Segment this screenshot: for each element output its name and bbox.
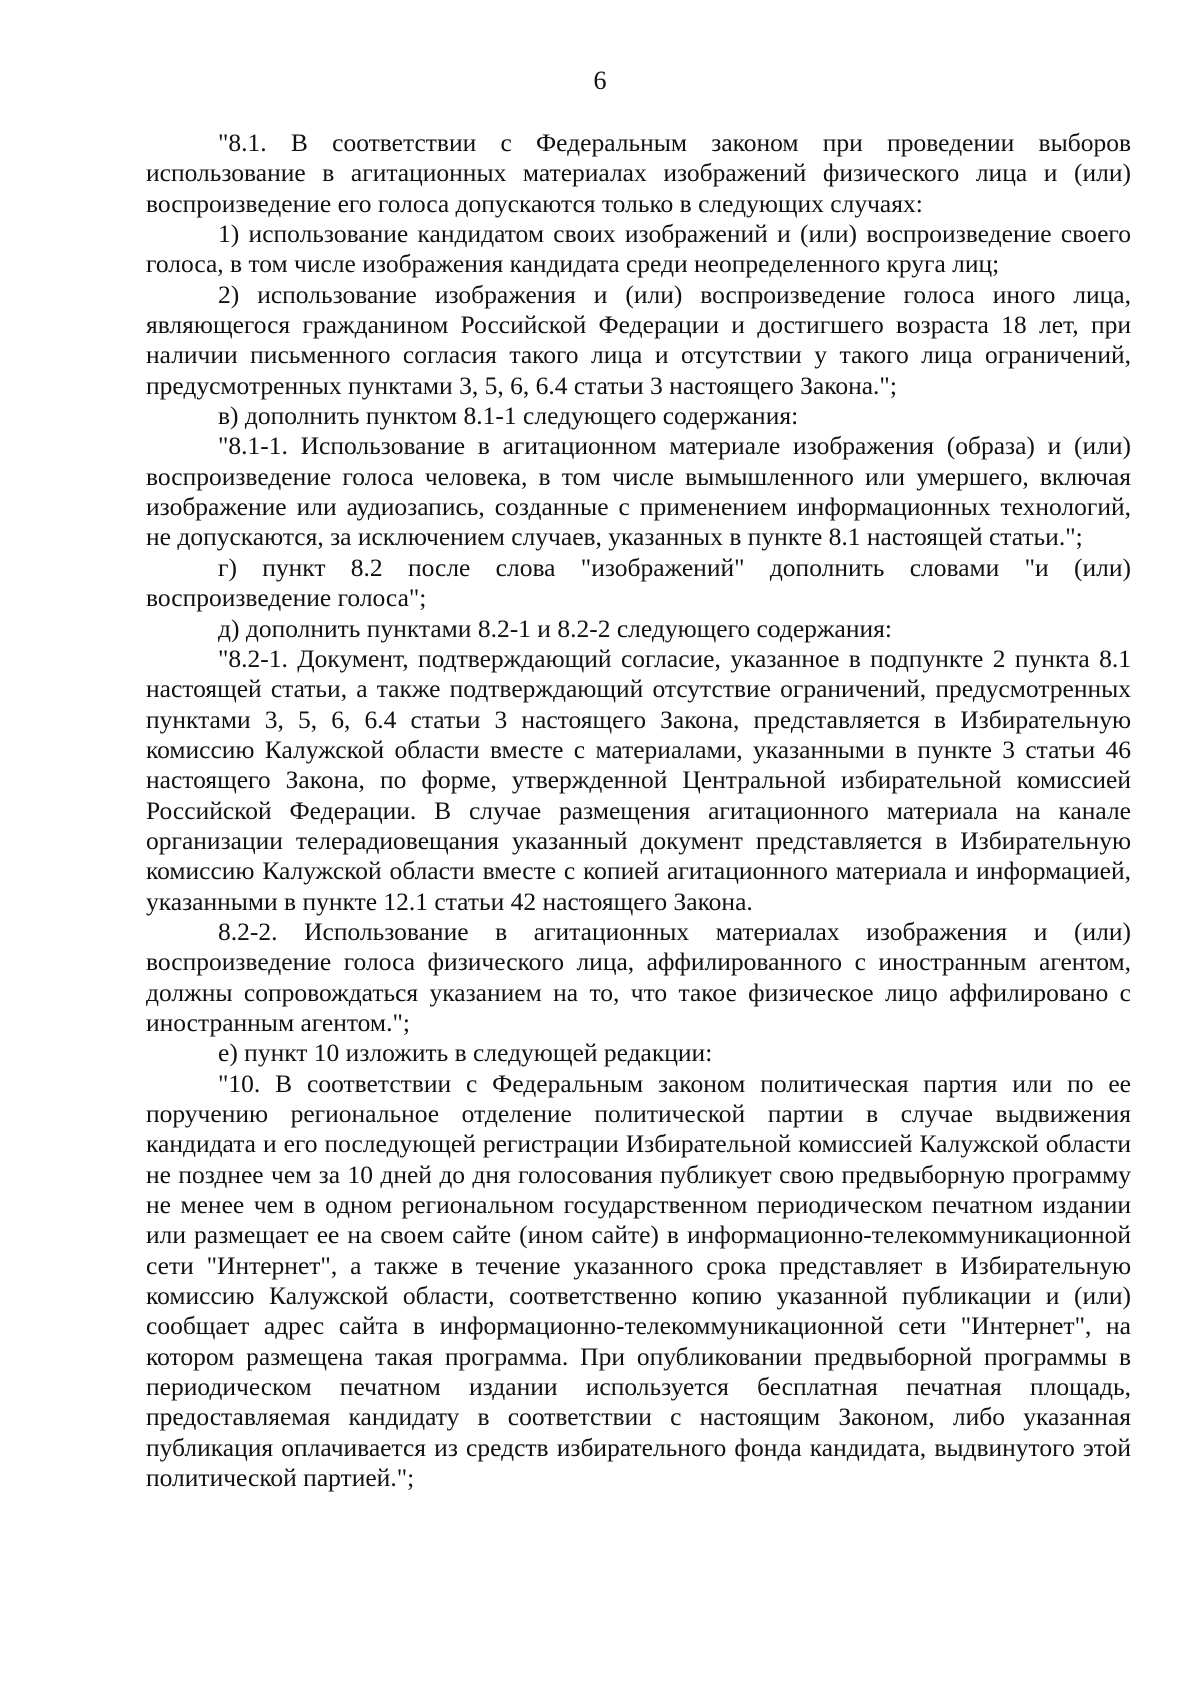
page-number: 6	[593, 66, 607, 95]
paragraph-8-1-1: "8.1-1. Использование в агитационном материале изображения (образа) и (или) воспроизведение голоса человека, в том числе вымышленного или умершего, включая изображение или аудиозапись, созданные с применением информационных технологий, не допускаются, за исключением случаев, указанных в пункте 8.1 настоящей статьи.";	[146, 431, 1131, 552]
paragraph-8-1-intro: "8.1. В соответствии с Федеральным законом при проведении выборов использование в агитационных материалах изображений физического лица и (или) воспроизведение его голоса допускаются только в следующих случаях:	[146, 128, 1131, 218]
paragraph-amend-g: г) пункт 8.2 после слова "изображений" дополнить словами "и (или) воспроизведение голоса";	[146, 552, 1131, 613]
document-body	[146, 128, 1131, 1493]
paragraph-8-2-2: 8.2-2. Использование в агитационных материалах изображения и (или) воспроизведение голоса физического лица, аффилированного с иностранным агентом, должны сопровождаться указанием на то, что такое физическое лицо аффилировано с иностранным агентом.";	[146, 916, 1131, 1037]
paragraph-item-2: 2) использование изображения и (или) воспроизведение голоса иного лица, являющегося гражданином Российской Федерации и достигшего возраста 18 лет, при наличии письменного согласия такого лица и отсутствии у такого лица ограничений, предусмотренных пунктами 3, 5, 6, 6.4 статьи 3 настоящего Закона.";	[146, 279, 1131, 400]
paragraph-amend-d: д) дополнить пунктами 8.2-1 и 8.2-2 следующего содержания:	[218, 613, 892, 643]
paragraph-amend-v: в) дополнить пунктом 8.1-1 следующего содержания:	[218, 401, 799, 431]
paragraph-10: "10. В соответствии с Федеральным законом политическая партия или по ее поручению региональное отделение политической партии в случае выдвижения кандидата и его последующей регистрации Избирательной комиссией Калужской области не позднее чем за 10 дней до дня голосования публикует свою предвыборную программу не менее чем в одном региональном государственном периодическом печатном издании или размещает ее на своем сайте (ином сайте) в информационно-телекоммуникационной сети "Интернет", а также в течение указанного срока представляет в Избирательную комиссию Калужской области, соответственно копию указанной публикации и (или) сообщает адрес сайта в информационно-телекоммуникационной сети "Интернет", на котором размещена такая программа. При опубликовании предвыборной программы в периодическом печатном издании используется бесплатная печатная площадь, предоставляемая кандидату в соответствии с настоящим Законом, либо указанная публикация оплачивается из средств избирательного фонда кандидата, выдвинутого этой политической партией.";	[146, 1068, 1131, 1493]
paragraph-8-2-1: "8.2-1. Документ, подтверждающий согласие, указанное в подпункте 2 пункта 8.1 настоящей статьи, а также подтверждающий отсутствие ограничений, предусмотренных пунктами 3, 5, 6, 6.4 статьи 3 настоящего Закона, представляется в Избирательную комиссию Калужской области вместе с материалами, указанными в пункте 3 статьи 46 настоящего Закона, по форме, утвержденной Центральной избирательной комиссией Российской Федерации. В случае размещения агитационного материала на канале организации телерадиовещания указанный документ представляется в Избирательную комиссию Калужской области вместе с копией агитационного материала и информацией, указанными в пункте 12.1 статьи 42 настоящего Закона.	[146, 643, 1131, 916]
paragraph-amend-e: е) пункт 10 изложить в следующей редакции:	[218, 1038, 713, 1068]
paragraph-item-1: 1) использование кандидатом своих изображений и (или) воспроизведение своего голоса, в том числе изображения кандидата среди неопределенного круга лиц;	[146, 219, 1131, 279]
